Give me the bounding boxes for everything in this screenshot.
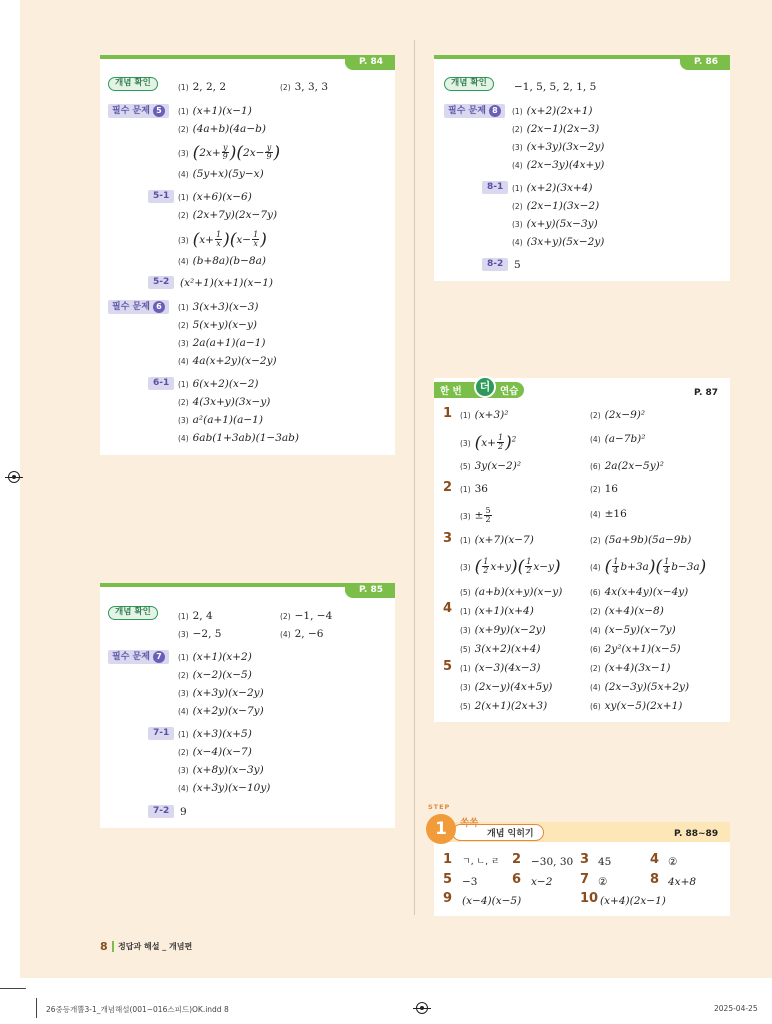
question-number: 10 (580, 891, 599, 906)
concept-check-answer-1: (1) 2, 2, 2 (178, 81, 227, 93)
answer-line: (3) (x+3y)(3x−2y) (512, 141, 605, 153)
answer-line: (4) (x+2y)(x−7y) (178, 705, 264, 717)
answer-line: 4x+8 (668, 876, 697, 888)
answer-line: (1) (x+6)(x−6) (178, 191, 252, 203)
step-word: STEP (428, 803, 451, 811)
similar-problem-7-1-label: 7-1 (148, 727, 174, 740)
answer-line: ② (598, 876, 608, 888)
answer-line: (4) (2x−3y)(4x+y) (512, 159, 605, 171)
answer-line: (5) 2(x+1)(2x+3) (460, 700, 548, 712)
answer-line: (2) (2x−1)(3x−2) (512, 200, 600, 212)
concept-check-answer-2: (2) −1, −4 (280, 610, 333, 622)
similar-problem-6-1-label: 6-1 (148, 377, 174, 390)
answer-box-p85 (100, 583, 395, 828)
similar-problem-5-1-label: 5-1 (148, 190, 174, 203)
answer-line: (3) (x+ $\frac{1}{x}$ )(x− $\frac{1}{x}$ ) (178, 229, 267, 250)
answer-line: (3) a²(a+1)(a−1) (178, 414, 263, 426)
page-ref-tab: P. 86 (680, 55, 730, 70)
answer-line: (4) ( $\frac{1}{4}$ b+3a)( $\frac{1}{4}$ b−3a) (590, 556, 707, 577)
answer-line: (6) xy(x−5)(2x+1) (590, 700, 683, 712)
concept-check-label: 개념 확인 (108, 606, 158, 620)
concept-check-label: 개념 확인 (108, 77, 158, 91)
answer-line: (3) (x+8y)(x−3y) (178, 764, 264, 776)
answer-line: (1) (x−3)(4x−3) (460, 662, 541, 674)
answer-line: (2) (x−2)(x−5) (178, 669, 252, 681)
similar-problem-8-2-label: 8-2 (482, 258, 508, 271)
answer-line: (3) (2x+ $\frac{y}{9}$ )(2x− $\frac{y}{9}$ ) (178, 142, 281, 163)
answer-line: (4) (b+8a)(b−8a) (178, 255, 266, 267)
answer-line: (4) (3x+y)(5x−2y) (512, 236, 605, 248)
similar-problem-8-1-label: 8-1 (482, 181, 508, 194)
answer-line: (1) (x+1)(x−1) (178, 105, 252, 117)
question-number: 8 (650, 872, 660, 887)
answer-line: (1) (x+1)(x+2) (178, 651, 252, 663)
answer-line: (5) (a+b)(x+y)(x−y) (460, 586, 563, 598)
answer-line: (x−4)(x−5) (462, 895, 522, 907)
answer-line: (4) (2x−3y)(5x+2y) (590, 681, 690, 693)
answer-line: (3) 2a(a+1)(a−1) (178, 337, 266, 349)
similar-problem-5-2-label: 5-2 (148, 276, 174, 289)
concept-check-answer-1: (1) 2, 4 (178, 610, 213, 622)
more-practice-header (434, 378, 524, 400)
answer-line: (2) (x−4)(x−7) (178, 746, 252, 758)
answer-line: (2) (x+4)(x−8) (590, 605, 664, 617)
footer-divider (112, 941, 114, 952)
question-number: 4 (650, 852, 660, 867)
answer-line: 5 (514, 259, 521, 271)
concept-check-answer-2: (2) 3, 3, 3 (280, 81, 329, 93)
header-circle: 더 (474, 376, 496, 398)
concept-check-answer-3: (3) −2, 5 (178, 628, 222, 640)
answer-line: (6) 2y²(x+1)(x−5) (590, 643, 681, 655)
page-ref: P. 88~89 (674, 829, 719, 839)
answer-line: (6) 2a(2x−5y)² (590, 460, 664, 472)
question-number: 5 (443, 872, 453, 887)
registration-mark-icon (8, 471, 20, 483)
question-number: 2 (512, 852, 522, 867)
answer-line: ② (668, 856, 678, 868)
answer-line: (3) (x+3y)(x−2y) (178, 687, 264, 699)
answer-line: (2) (2x−1)(2x−3) (512, 123, 600, 135)
answer-line: (4) (x−5y)(x−7y) (590, 624, 676, 636)
answer-line: 45 (598, 856, 612, 868)
answer-line: (3) (x+9y)(x−2y) (460, 624, 546, 636)
question-number: 4 (443, 601, 453, 616)
answer-line: (5) 3(x+2)(x+4) (460, 643, 541, 655)
page-ref-tab: P. 85 (345, 583, 395, 598)
answer-line: (3) ± $\frac{5}{2}$ (460, 506, 491, 524)
crop-line (36, 998, 37, 1018)
answer-box-p86 (434, 55, 730, 281)
answer-line: (3) (x+y)(5x−3y) (512, 218, 598, 230)
concept-check-answer: −1, 5, 5, 2, 1, 5 (514, 81, 597, 93)
question-number: 3 (580, 852, 590, 867)
page-ref: P. 87 (694, 388, 719, 398)
answer-line: (4) (a−7b)² (590, 433, 646, 445)
slug-filename: 26중등개뿔3-1_개념해설(001~016스피드)OK.indd 8 (46, 1005, 229, 1014)
answer-line: (3) (x+ $\frac{1}{2}$ )$^2$ (460, 432, 517, 453)
concept-check-label: 개념 확인 (444, 77, 494, 91)
answer-line: (1) (x+7)(x−7) (460, 534, 534, 546)
question-number: 7 (580, 872, 590, 887)
answer-line: (x+4)(2x−1) (600, 895, 666, 907)
answer-line: (2) 16 (590, 483, 618, 495)
slug-date: 2025-04-25 (714, 1004, 758, 1013)
answer-line: (4) 6ab(1+3ab)(1−3ab) (178, 432, 299, 444)
answer-line: (1) 6(x+2)(x−2) (178, 378, 259, 390)
answer-line: (1) (x+3)(x+5) (178, 728, 252, 740)
answer-line: (1) (x+1)(x+4) (460, 605, 534, 617)
question-number: 1 (443, 406, 453, 421)
answer-line: (4) (5y+x)(5y−x) (178, 168, 264, 180)
answer-line: (4) 4a(x+2y)(x−2y) (178, 355, 277, 367)
answer-line: (4) (x+3y)(x−10y) (178, 782, 271, 794)
answer-line: ㄱ, ㄴ, ㄹ (462, 857, 500, 867)
answer-line: −3 (462, 876, 478, 888)
required-problem-8-label: 필수 문제 8 (444, 104, 505, 118)
answer-line: (6) 4x(x+4y)(x−4y) (590, 586, 689, 598)
answer-line: (4) ±16 (590, 508, 627, 520)
similar-problem-7-2-label: 7-2 (148, 805, 174, 818)
step-title: 개념 익히기 (487, 829, 534, 839)
concept-check-answer-4: (4) 2, −6 (280, 628, 324, 640)
registration-mark-icon (416, 1002, 428, 1014)
page-ref-tab: P. 84 (345, 55, 395, 70)
crop-line (0, 988, 26, 989)
question-number: 6 (512, 872, 522, 887)
answer-line: (2) 5(x+y)(x−y) (178, 319, 257, 331)
question-number: 3 (443, 531, 453, 546)
answer-line: (1) 3(x+3)(x−3) (178, 301, 259, 313)
answer-line: −30, 30 (531, 856, 574, 868)
answer-line: (2) (5a+9b)(5a−9b) (590, 534, 692, 546)
column-divider (414, 40, 415, 915)
question-number: 2 (443, 480, 453, 495)
header-text-a: 한 번 (440, 386, 462, 397)
answer-line: (2) 4(3x+y)(3x−y) (178, 396, 271, 408)
answer-line: (1) 36 (460, 483, 488, 495)
header-text-c: 연습 (500, 386, 519, 397)
answer-line: (2) (4a+b)(4a−b) (178, 123, 266, 135)
question-number: 9 (443, 891, 453, 906)
answer-line: x−2 (531, 876, 553, 888)
step-number-circle: 1 (426, 814, 456, 844)
answer-line: (2) (2x−9)² (590, 409, 646, 421)
answer-line: (2) (2x+7y)(2x−7y) (178, 209, 278, 221)
answer-line: (1) (x+3)² (460, 409, 509, 421)
footer-title: 정답과 해설 _ 개념편 (118, 942, 193, 951)
answer-line: (3) ( $\frac{1}{2}$ x+y)( $\frac{1}{2}$ x−y) (460, 556, 561, 577)
answer-line: 9 (180, 806, 187, 818)
required-problem-5-label: 필수 문제 5 (108, 104, 169, 118)
answer-line: (x²+1)(x+1)(x−1) (180, 277, 273, 289)
page-number: 8 (100, 940, 108, 953)
question-number: 1 (443, 852, 453, 867)
answer-line: (1) (x+2)(3x+4) (512, 182, 593, 194)
answer-line: (5) 3y(x−2)² (460, 460, 522, 472)
answer-line: (2) (x+4)(3x−1) (590, 662, 671, 674)
question-number: 5 (443, 659, 453, 674)
step-quick-label: 쏙쏙 (460, 818, 479, 829)
required-problem-7-label: 필수 문제 7 (108, 650, 169, 664)
answer-line: (3) (2x−y)(4x+5y) (460, 681, 553, 693)
required-problem-6-label: 필수 문제 6 (108, 300, 169, 314)
answer-line: (1) (x+2)(2x+1) (512, 105, 593, 117)
answer-box-p84 (100, 55, 395, 455)
